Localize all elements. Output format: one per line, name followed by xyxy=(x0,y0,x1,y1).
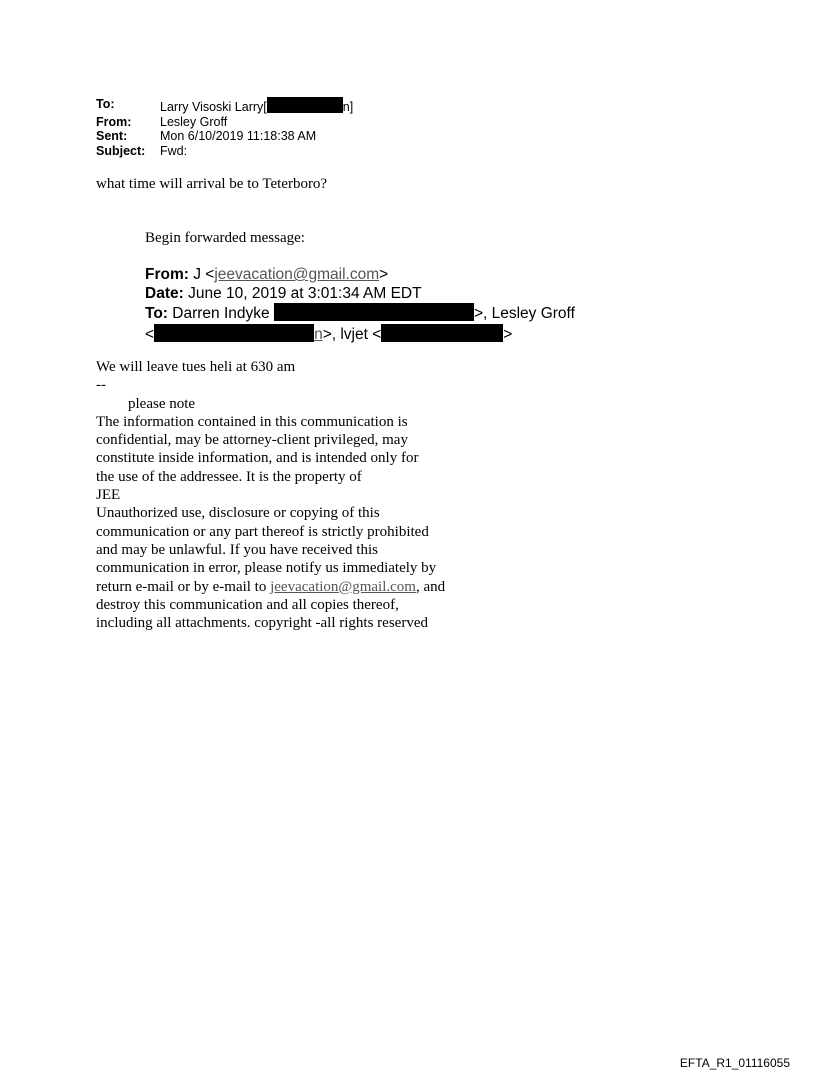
disclaimer-text: return e-mail or by e-mail to xyxy=(96,578,271,595)
forwarded-to-after: >, Lesley Groff xyxy=(473,305,575,322)
forwarded-to-open: < xyxy=(145,325,155,343)
forwarded-from-label: From: xyxy=(145,266,189,283)
disclaimer-line: Unauthorized use, disclosure or copying of this xyxy=(96,505,380,522)
forwarded-header xyxy=(145,266,575,344)
forwarded-date-label: Date: xyxy=(145,284,184,302)
header-from-value: Lesley Groff xyxy=(160,114,228,129)
question-text: what time will arrival be to Teterboro? xyxy=(96,176,328,192)
disclaimer-text: , and xyxy=(415,578,446,595)
disclaimer-email-link[interactable]: jeevacation@gmail.com xyxy=(270,578,416,595)
forwarded-to-row xyxy=(145,303,575,324)
message-text: We will leave tues heli at 630 am xyxy=(96,359,296,375)
forwarded-to-row-2 xyxy=(145,324,575,345)
header-to-label: To: xyxy=(96,97,115,111)
disclaimer-line: confidential, may be attorney-client privileged, may xyxy=(96,432,408,449)
disclaimer-line: The information contained in this communication is xyxy=(96,413,408,430)
forwarded-from-row xyxy=(145,266,575,285)
header-subject-row xyxy=(96,144,353,159)
forwarded-to-close: > xyxy=(503,325,513,343)
header-from-row xyxy=(96,115,353,130)
signature-separator: -- xyxy=(96,377,106,394)
redaction-block xyxy=(267,97,343,113)
disclaimer-line: communication or any part thereof is strictly prohibited xyxy=(96,523,429,540)
forwarded-date-row xyxy=(145,285,575,304)
forward-intro: Begin forwarded message: xyxy=(145,230,305,246)
header-to-suffix: n] xyxy=(342,100,354,114)
forwarded-from-close: > xyxy=(379,266,389,283)
header-sent-value: Mon 6/10/2019 11:18:38 AM xyxy=(160,129,317,143)
header-subject-value: Fwd: xyxy=(160,143,188,158)
header-to-value xyxy=(160,97,353,115)
header-to-row xyxy=(96,97,353,115)
message-body xyxy=(96,358,445,632)
disclaimer-line: JEE xyxy=(96,487,121,504)
please-note: please note xyxy=(128,395,196,412)
header-to-name: Larry Visoski Larry[ xyxy=(160,100,267,114)
disclaimer-line: including all attachments. copyright -all rights reserved xyxy=(96,615,428,632)
header-sent-row xyxy=(96,129,353,144)
header-subject-label: Subject: xyxy=(96,143,146,158)
forwarded-to-label: To: xyxy=(145,305,168,322)
forwarded-to-middle: >, lvjet < xyxy=(322,325,382,343)
disclaimer-line: constitute inside information, and is intended only for xyxy=(96,450,419,467)
forwarded-date-value: June 10, 2019 at 3:01:34 AM EDT xyxy=(188,284,422,302)
header-sent-label: Sent: xyxy=(96,129,128,143)
disclaimer-line: communication in error, please notify us immediately by xyxy=(96,560,437,577)
forwarded-from-name: J < xyxy=(193,266,215,283)
redaction-block xyxy=(381,324,503,342)
redaction-block xyxy=(154,324,314,342)
disclaimer-line: the use of the addressee. It is the property of xyxy=(96,468,362,485)
disclaimer-line: and may be unlawful. If you have received this xyxy=(96,541,378,558)
document-id: EFTA_R1_01116055 xyxy=(679,1056,790,1070)
redaction-block xyxy=(274,303,474,321)
forwarded-to-name: Darren Indyke xyxy=(172,305,270,322)
disclaimer-line: destroy this communication and all copies thereof, xyxy=(96,596,399,613)
forwarded-to-link-fragment[interactable]: n xyxy=(314,325,323,343)
forwarded-from-email-link[interactable]: jeevacation@gmail.com xyxy=(214,266,380,283)
header-from-label: From: xyxy=(96,114,132,129)
email-header xyxy=(96,97,353,158)
disclaimer-line xyxy=(96,578,445,596)
